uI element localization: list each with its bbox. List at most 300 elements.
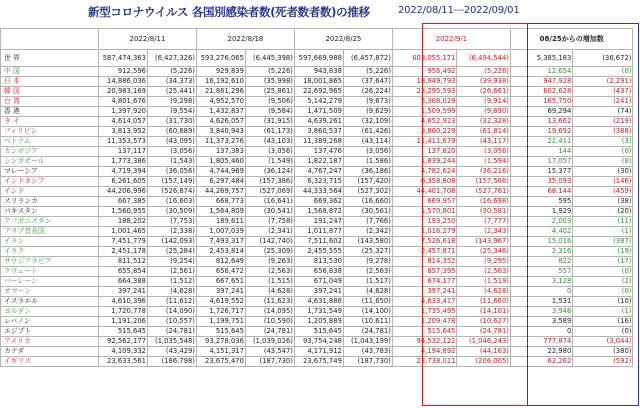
case-count-cell: 595 (510, 197, 572, 207)
country-name: エジプト (1, 327, 99, 337)
case-count-cell: 4,633,417 (392, 297, 457, 307)
death-count-cell: (32,328) (457, 117, 510, 127)
case-count-cell: 3,589 (510, 317, 572, 327)
case-count-cell: 69,294 (510, 107, 572, 117)
case-count-cell: 4,151,317 (196, 347, 245, 357)
death-count-cell: (6,457,872) (343, 50, 392, 67)
death-count-cell: (0) (573, 267, 633, 277)
death-count-cell: (16,660) (343, 197, 392, 207)
case-count-cell: 22,411 (510, 137, 572, 147)
case-count-cell: 656,838 (294, 267, 343, 277)
case-count-cell: 44,206,996 (98, 187, 147, 197)
country-name: イラン (1, 237, 99, 247)
case-count-cell: 188,202 (98, 217, 147, 227)
death-count-cell: (2,561) (147, 267, 196, 277)
case-count-cell: 1,209,478 (392, 317, 457, 327)
case-count-cell: 557 (510, 267, 572, 277)
death-count-cell: (187,730) (343, 357, 392, 367)
death-count-cell: (1,515) (245, 277, 294, 287)
case-count-cell: 593,276,065 (196, 50, 245, 67)
death-count-cell: (43,117) (457, 137, 510, 147)
case-count-cell: 3,813,952 (98, 127, 147, 137)
death-count-cell: (1,586) (343, 157, 392, 167)
table-row (1, 257, 638, 267)
death-count-cell: (30,541) (245, 207, 294, 217)
country-name: バーレーン (1, 277, 99, 287)
death-count-cell: (10,590) (245, 317, 294, 327)
case-count-cell: 137,383 (196, 147, 245, 157)
death-count-cell: (43,783) (343, 347, 392, 357)
country-name: タ イ (1, 117, 99, 127)
case-count-cell: 137,117 (98, 147, 147, 157)
case-count-cell: 515,645 (196, 327, 245, 337)
table-row (1, 137, 638, 147)
case-count-cell: 22,980 (510, 347, 572, 357)
case-count-cell: 191,247 (294, 217, 343, 227)
death-count-cell: (11,660) (457, 297, 510, 307)
death-count-cell: (1) (573, 227, 633, 237)
death-count-cell: (11,650) (343, 297, 392, 307)
case-count-cell: 19,692 (510, 127, 572, 137)
death-count-cell: (9,554) (147, 107, 196, 117)
death-count-cell: (43,095) (147, 137, 196, 147)
case-count-cell: 4,619,552 (196, 297, 245, 307)
case-count-cell: 3,840,943 (196, 127, 245, 137)
case-count-cell: 2,457,871 (392, 247, 457, 257)
death-count-cell: (11,612) (147, 297, 196, 307)
death-count-cell: (4,628) (245, 287, 294, 297)
case-count-cell: 23,295,593 (392, 87, 457, 97)
case-count-cell: 4,744,969 (196, 167, 245, 177)
death-count-cell: (2,342) (343, 227, 392, 237)
death-count-cell: (9,295) (457, 257, 510, 267)
death-count-cell: (1,512) (147, 277, 196, 287)
death-count-cell: (9,254) (147, 257, 196, 267)
country-name: 台 湾 (1, 97, 99, 107)
case-count-cell: 16,192,610 (196, 77, 245, 87)
death-count-cell: (43,103) (245, 137, 294, 147)
country-name: パキスタン (1, 207, 99, 217)
death-count-cell: (3) (573, 137, 633, 147)
death-count-cell: (6,427,326) (147, 50, 196, 67)
case-count-cell: 23,738,011 (392, 357, 457, 367)
death-count-cell: (3,056) (343, 147, 392, 157)
case-count-cell: 656,472 (196, 267, 245, 277)
death-count-cell: (36,124) (245, 167, 294, 177)
death-count-cell: (2,563) (245, 267, 294, 277)
table-row (1, 287, 638, 297)
table-row (1, 267, 638, 277)
case-count-cell: 3,860,537 (294, 127, 343, 137)
table-row (1, 327, 638, 337)
case-count-cell: 35,093 (510, 177, 572, 187)
case-count-cell: 17,057 (510, 157, 572, 167)
death-count-cell: (9,263) (245, 257, 294, 267)
death-count-cell: (10,627) (457, 317, 510, 327)
death-count-cell: (14,090) (147, 307, 196, 317)
table-row (1, 67, 638, 77)
death-count-cell: (2,563) (457, 267, 510, 277)
death-count-cell: (2,341) (245, 227, 294, 237)
death-count-cell: (1) (573, 307, 633, 317)
table-row (1, 97, 638, 107)
death-count-cell: (1,543) (147, 157, 196, 167)
death-count-cell: (3,044) (573, 337, 633, 347)
case-count-cell: 2,003 (510, 217, 572, 227)
death-count-cell: (10,557) (147, 317, 196, 327)
case-count-cell: 12,654 (510, 67, 572, 77)
death-count-cell: (17) (573, 257, 633, 267)
death-count-cell: (526,874) (147, 187, 196, 197)
death-count-cell: (527,761) (457, 187, 510, 197)
case-count-cell: 18,001,865 (294, 77, 343, 87)
case-count-cell: 397,241 (196, 287, 245, 297)
case-count-cell: 92,562,177 (98, 337, 147, 347)
header-date-2: 2022/8/18 (196, 29, 294, 50)
case-count-cell: 671,049 (294, 277, 343, 287)
death-count-cell: (0) (573, 67, 633, 77)
case-count-cell: 1,011,877 (294, 227, 343, 237)
case-count-cell: 5,308,029 (392, 97, 457, 107)
death-count-cell: (1,039,026) (245, 337, 294, 347)
case-count-cell: 94,532,122 (392, 337, 457, 347)
country-name: イギリス (1, 357, 99, 367)
case-count-cell: 44,401,708 (392, 187, 457, 197)
case-count-cell: 1,773,386 (98, 157, 147, 167)
case-count-cell: 1,432,837 (196, 107, 245, 117)
death-count-cell: (9,690) (457, 107, 510, 117)
case-count-cell: 23,633,561 (98, 357, 147, 367)
case-count-cell: 0 (510, 287, 572, 297)
death-count-cell: (10) (573, 297, 633, 307)
case-count-cell: 7,526,618 (392, 237, 457, 247)
case-count-cell: 1,191,206 (98, 317, 147, 327)
table-row (1, 127, 638, 137)
death-count-cell: (0) (573, 327, 633, 337)
death-count-cell: (4,628) (147, 287, 196, 297)
case-count-cell: 0 (510, 327, 572, 337)
case-count-cell: 4,402 (510, 227, 572, 237)
death-count-cell: (16) (573, 317, 633, 327)
case-count-cell: 1,839,244 (392, 157, 457, 167)
case-count-cell: 655,854 (98, 267, 147, 277)
country-name: ベトナム (1, 137, 99, 147)
case-count-cell: 4,626,057 (196, 117, 245, 127)
case-count-cell: 1,531 (510, 297, 572, 307)
case-count-cell: 20,983,169 (98, 87, 147, 97)
case-count-cell: 15,377 (510, 167, 572, 177)
death-count-cell: (74) (573, 107, 633, 117)
case-count-cell: 23,675,749 (294, 357, 343, 367)
case-count-cell: 2,455,555 (294, 247, 343, 257)
case-count-cell: 13,662 (510, 117, 572, 127)
death-count-cell: (1,517) (343, 277, 392, 287)
table-row (1, 197, 638, 207)
case-count-cell: 812,649 (196, 257, 245, 267)
death-count-cell: (388) (573, 127, 633, 137)
death-count-cell: (157,420) (343, 177, 392, 187)
case-count-cell: 1,929 (510, 207, 572, 217)
death-count-cell: (2) (573, 277, 633, 287)
country-name: オマーン (1, 287, 99, 297)
case-count-cell: 137,620 (392, 147, 457, 157)
case-count-cell: 6,297,484 (196, 177, 245, 187)
case-count-cell: 814,352 (392, 257, 457, 267)
table-row (1, 297, 638, 307)
case-count-cell: 4,631,886 (294, 297, 343, 307)
table-row (1, 307, 638, 317)
death-count-cell: (7,758) (245, 217, 294, 227)
table-row (1, 87, 638, 97)
case-count-cell: 669,957 (392, 197, 457, 207)
page-title: 新型コロナウイルス 各国別感染者数(死者数者数)の推移 (88, 5, 370, 19)
case-count-cell: 165,750 (510, 97, 572, 107)
case-count-cell: 1,564,809 (196, 207, 245, 217)
table-row (1, 227, 638, 237)
table-row (1, 77, 638, 87)
death-count-cell: (11) (573, 217, 633, 227)
death-count-cell: (32,109) (343, 117, 392, 127)
death-count-cell: (25,327) (343, 247, 392, 257)
death-count-cell: (43,114) (343, 137, 392, 147)
death-count-cell: (30) (573, 167, 633, 177)
death-count-cell: (43,547) (245, 347, 294, 357)
death-count-cell: (26,224) (343, 87, 392, 97)
death-count-cell: (6,445,398) (245, 50, 294, 67)
case-count-cell: 667,651 (196, 277, 245, 287)
country-name: フィリピン (1, 127, 99, 137)
death-count-cell: (30,509) (147, 207, 196, 217)
case-count-cell: 1,001,465 (98, 227, 147, 237)
case-count-cell: 1,822,187 (294, 157, 343, 167)
table-row (1, 107, 638, 117)
death-count-cell: (9,278) (343, 257, 392, 267)
death-count-cell: (241) (573, 97, 633, 107)
case-count-cell: 397,241 (392, 287, 457, 297)
death-count-cell: (7,753) (147, 217, 196, 227)
case-count-cell: 1,205,889 (294, 317, 343, 327)
case-count-cell: 6,261,605 (98, 177, 147, 187)
death-count-cell: (2,338) (147, 227, 196, 237)
death-count-cell: (186,798) (147, 357, 196, 367)
death-count-cell: (5,226) (457, 67, 510, 77)
case-count-cell: 4,652,923 (392, 117, 457, 127)
death-count-cell: (9,298) (147, 97, 196, 107)
case-count-cell: 11,353,573 (98, 137, 147, 147)
table-row (1, 337, 638, 347)
case-count-cell: 68,144 (510, 187, 572, 197)
case-count-cell: 4,194,892 (392, 347, 457, 357)
case-count-cell: 813,530 (294, 257, 343, 267)
country-name: イスラエル (1, 297, 99, 307)
case-count-cell: 15,016 (510, 237, 572, 247)
case-count-cell: 4,171,912 (294, 347, 343, 357)
death-count-cell: (16,641) (245, 197, 294, 207)
case-count-cell: 515,645 (392, 327, 457, 337)
case-count-cell: 137,476 (294, 147, 343, 157)
case-count-cell: 515,645 (98, 327, 147, 337)
case-count-cell: 2,316 (510, 247, 572, 257)
country-name: インド (1, 187, 99, 197)
death-count-cell: (20) (573, 207, 633, 217)
death-count-cell: (14,101) (457, 307, 510, 317)
case-count-cell: 6,358,808 (392, 177, 457, 187)
death-count-cell: (387) (573, 237, 633, 247)
country-name: イラク (1, 247, 99, 257)
case-count-cell: 1,199,751 (196, 317, 245, 327)
case-count-cell: 1,397,920 (98, 107, 147, 117)
case-count-cell: 93,278,036 (196, 337, 245, 347)
death-count-cell: (3,056) (147, 147, 196, 157)
death-count-cell: (14,100) (343, 307, 392, 317)
death-count-cell: (35,998) (245, 77, 294, 87)
case-count-cell: 189,611 (196, 217, 245, 227)
death-count-cell: (8) (573, 157, 633, 167)
case-count-cell: 674,177 (392, 277, 457, 287)
death-count-cell: (2,291) (573, 77, 633, 87)
country-name: マレーシア (1, 167, 99, 177)
case-count-cell: 929,839 (196, 67, 245, 77)
case-count-cell: 3,880,229 (392, 127, 457, 137)
death-count-cell: (61,814) (457, 127, 510, 137)
death-count-cell: (0) (573, 287, 633, 297)
death-count-cell: (157,566) (457, 177, 510, 187)
death-count-cell: (9,584) (245, 107, 294, 117)
case-count-cell: 664,388 (98, 277, 147, 287)
country-name: アフガニスタン (1, 217, 99, 227)
death-count-cell: (25,309) (245, 247, 294, 257)
case-count-cell: 1,007,039 (196, 227, 245, 237)
case-count-cell: 23,675,470 (196, 357, 245, 367)
case-count-cell: 18,949,793 (392, 77, 457, 87)
death-count-cell: (24,781) (147, 327, 196, 337)
death-count-cell: (39,938) (457, 77, 510, 87)
country-name: シンガポール (1, 157, 99, 167)
header-date-3: 2022/8/25 (294, 29, 392, 50)
case-count-cell: 4,767,247 (294, 167, 343, 177)
death-count-cell: (26,661) (457, 87, 510, 97)
death-count-cell: (142,093) (147, 237, 196, 247)
case-count-cell: 603,055,171 (392, 50, 457, 67)
death-count-cell: (30,581) (457, 207, 510, 217)
world-row (1, 50, 638, 67)
case-count-cell: 4,109,332 (98, 347, 147, 357)
death-count-cell: (1,594) (457, 157, 510, 167)
country-name: サウジアラビア (1, 257, 99, 267)
table-row (1, 247, 638, 257)
case-count-cell: 397,241 (98, 287, 147, 297)
death-count-cell: (36,672) (573, 50, 633, 67)
death-count-cell: (1,035,548) (147, 337, 196, 347)
death-count-cell: (9,506) (245, 97, 294, 107)
death-count-cell: (206,005) (457, 357, 510, 367)
case-count-cell: 3,946 (510, 307, 572, 317)
case-count-cell: 44,333,564 (294, 187, 343, 197)
case-count-cell: 5,385,183 (510, 50, 572, 67)
death-count-cell: (16,698) (457, 197, 510, 207)
country-name: アラブ首長国 (1, 227, 99, 237)
case-count-cell: 14,886,036 (98, 77, 147, 87)
death-count-cell: (24,781) (457, 327, 510, 337)
death-count-cell: (142,740) (245, 237, 294, 247)
case-count-cell: 4,610,396 (98, 297, 147, 307)
death-count-cell: (143,967) (457, 237, 510, 247)
death-count-cell: (437) (573, 87, 633, 97)
case-count-cell: 4,952,570 (196, 97, 245, 107)
country-name: 韓 国 (1, 87, 99, 97)
case-count-cell: 668,773 (196, 197, 245, 207)
case-count-cell: 93,754,248 (294, 337, 343, 347)
death-count-cell: (36,186) (343, 167, 392, 177)
table-row (1, 177, 638, 187)
death-count-cell: (3,056) (457, 147, 510, 157)
table-row (1, 207, 638, 217)
case-count-cell: 1,735,495 (392, 307, 457, 317)
case-count-cell: 1,509,599 (392, 107, 457, 117)
death-count-cell: (5,226) (245, 67, 294, 77)
country-name: アメリカ (1, 337, 99, 347)
death-count-cell: (527,302) (343, 187, 392, 197)
table-row (1, 187, 638, 197)
death-count-cell: (157,386) (245, 177, 294, 187)
case-count-cell: 943,838 (294, 67, 343, 77)
case-count-cell: 822 (510, 257, 572, 267)
case-count-cell: 657,395 (392, 267, 457, 277)
case-count-cell: 777,874 (510, 337, 572, 347)
death-count-cell: (9,629) (343, 107, 392, 117)
case-count-cell: 11,373,276 (196, 137, 245, 147)
table-row (1, 277, 638, 287)
case-count-cell: 144 (510, 147, 572, 157)
case-count-cell: 7,493,317 (196, 237, 245, 247)
country-name: クウェート (1, 267, 99, 277)
case-count-cell: 1,016,279 (392, 227, 457, 237)
death-count-cell: (60,889) (147, 127, 196, 137)
case-count-cell: 2,453,814 (196, 247, 245, 257)
case-count-cell: 1,570,801 (392, 207, 457, 217)
death-count-cell: (146) (573, 177, 633, 187)
death-count-cell: (25,284) (147, 247, 196, 257)
death-count-cell: (6,494,544) (457, 50, 510, 67)
country-name: 世 界 (1, 50, 99, 67)
table-row (1, 217, 638, 227)
death-count-cell: (187,730) (245, 357, 294, 367)
country-name: カンボジア (1, 147, 99, 157)
death-count-cell: (1,046,243) (457, 337, 510, 347)
death-count-cell: (44,163) (457, 347, 510, 357)
case-count-cell: 7,451,779 (98, 237, 147, 247)
death-count-cell: (19) (573, 247, 633, 257)
case-count-cell: 1,720,778 (98, 307, 147, 317)
table-row (1, 347, 638, 357)
death-count-cell: (31,730) (147, 117, 196, 127)
case-count-cell: 947,928 (510, 77, 572, 87)
death-count-cell: (61,426) (343, 127, 392, 137)
death-count-cell: (4,628) (457, 287, 510, 297)
case-count-cell: 597,669,988 (294, 50, 343, 67)
case-count-cell: 4,801,676 (98, 97, 147, 107)
header-date-4: 2022/9/1 (392, 29, 510, 50)
death-count-cell: (31,915) (245, 117, 294, 127)
death-count-cell: (30,561) (343, 207, 392, 217)
death-count-cell: (7,766) (343, 217, 392, 227)
case-count-cell: 1,731,549 (294, 307, 343, 317)
country-name: 中 国 (1, 67, 99, 77)
table-row (1, 357, 638, 367)
death-count-cell: (25,441) (147, 87, 196, 97)
case-count-cell: 1,568,872 (294, 207, 343, 217)
case-count-cell: 11,411,679 (392, 137, 457, 147)
